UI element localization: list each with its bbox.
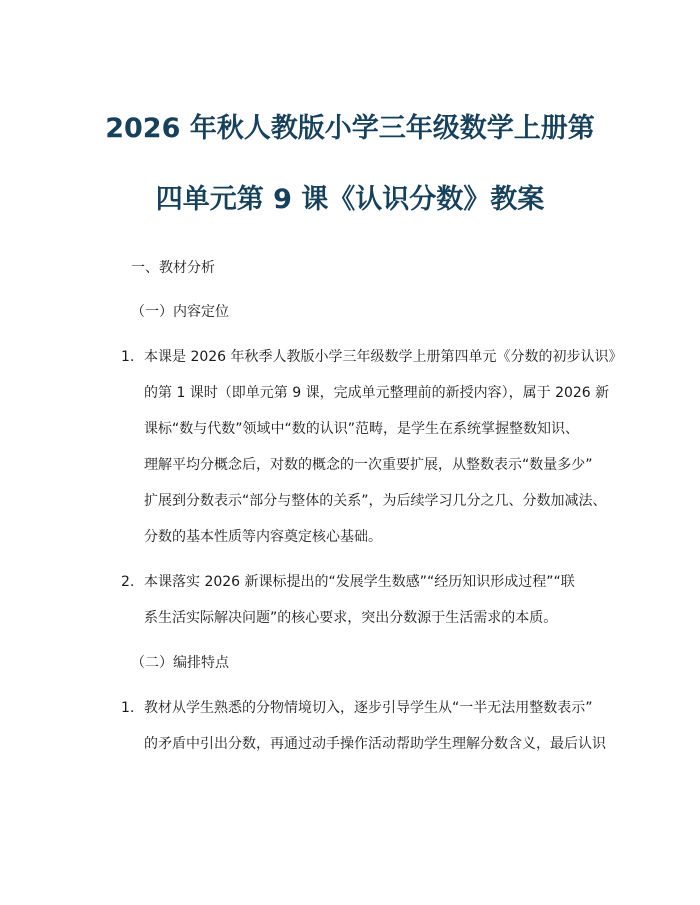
paragraph-line: 本课是 2026 年秋季人教版小学三年级数学上册第四单元《分数的初步认识》 (144, 349, 623, 365)
list-item-number: 1. (121, 349, 135, 365)
paragraph-line: 教材从学生熟悉的分物情境切入，逐步引导学生从“一半无法用整数表示” (144, 700, 593, 716)
paragraph-line: 分数的基本性质等内容奠定核心基础。 (144, 529, 382, 545)
document-title-line-1: 2026 年秋人教版小学三年级数学上册第 (105, 113, 595, 144)
paragraph-line: 理解平均分概念后，对数的概念的一次重要扩展，从整数表示“数量多少” (144, 457, 593, 473)
subsection-heading-compilation-features: （二）编排特点 (131, 655, 229, 671)
paragraph-line: 本课落实 2026 新课标提出的“发展学生数感”“经历知识形成过程”“联 (144, 574, 575, 590)
section-heading-textbook-analysis: 一、教材分析 (131, 260, 215, 276)
paragraph-line: 的矛盾中引出分数，再通过动手操作活动帮助学生理解分数含义，最后认识 (144, 736, 606, 752)
paragraph-line: 系生活实际解决问题”的核心要求，突出分数源于生活需求的本质。 (144, 610, 558, 626)
list-item-number: 2. (121, 574, 135, 590)
subsection-heading-content-positioning: （一）内容定位 (131, 304, 229, 320)
paragraph-line: 扩展到分数表示“部分与整体的关系”，为后续学习几分之几、分数加减法、 (144, 493, 607, 509)
paragraph-line: 的第 1 课时（即单元第 9 课，完成单元整理前的新授内容），属于 2026 新 (144, 385, 610, 401)
paragraph-line: 课标“数与代数”领域中“数的认识”范畴，是学生在系统掌握整数知识、 (144, 421, 580, 437)
document-title-line-2: 四单元第 9 课《认识分数》教案 (155, 184, 545, 215)
list-item-number: 1. (121, 700, 135, 716)
